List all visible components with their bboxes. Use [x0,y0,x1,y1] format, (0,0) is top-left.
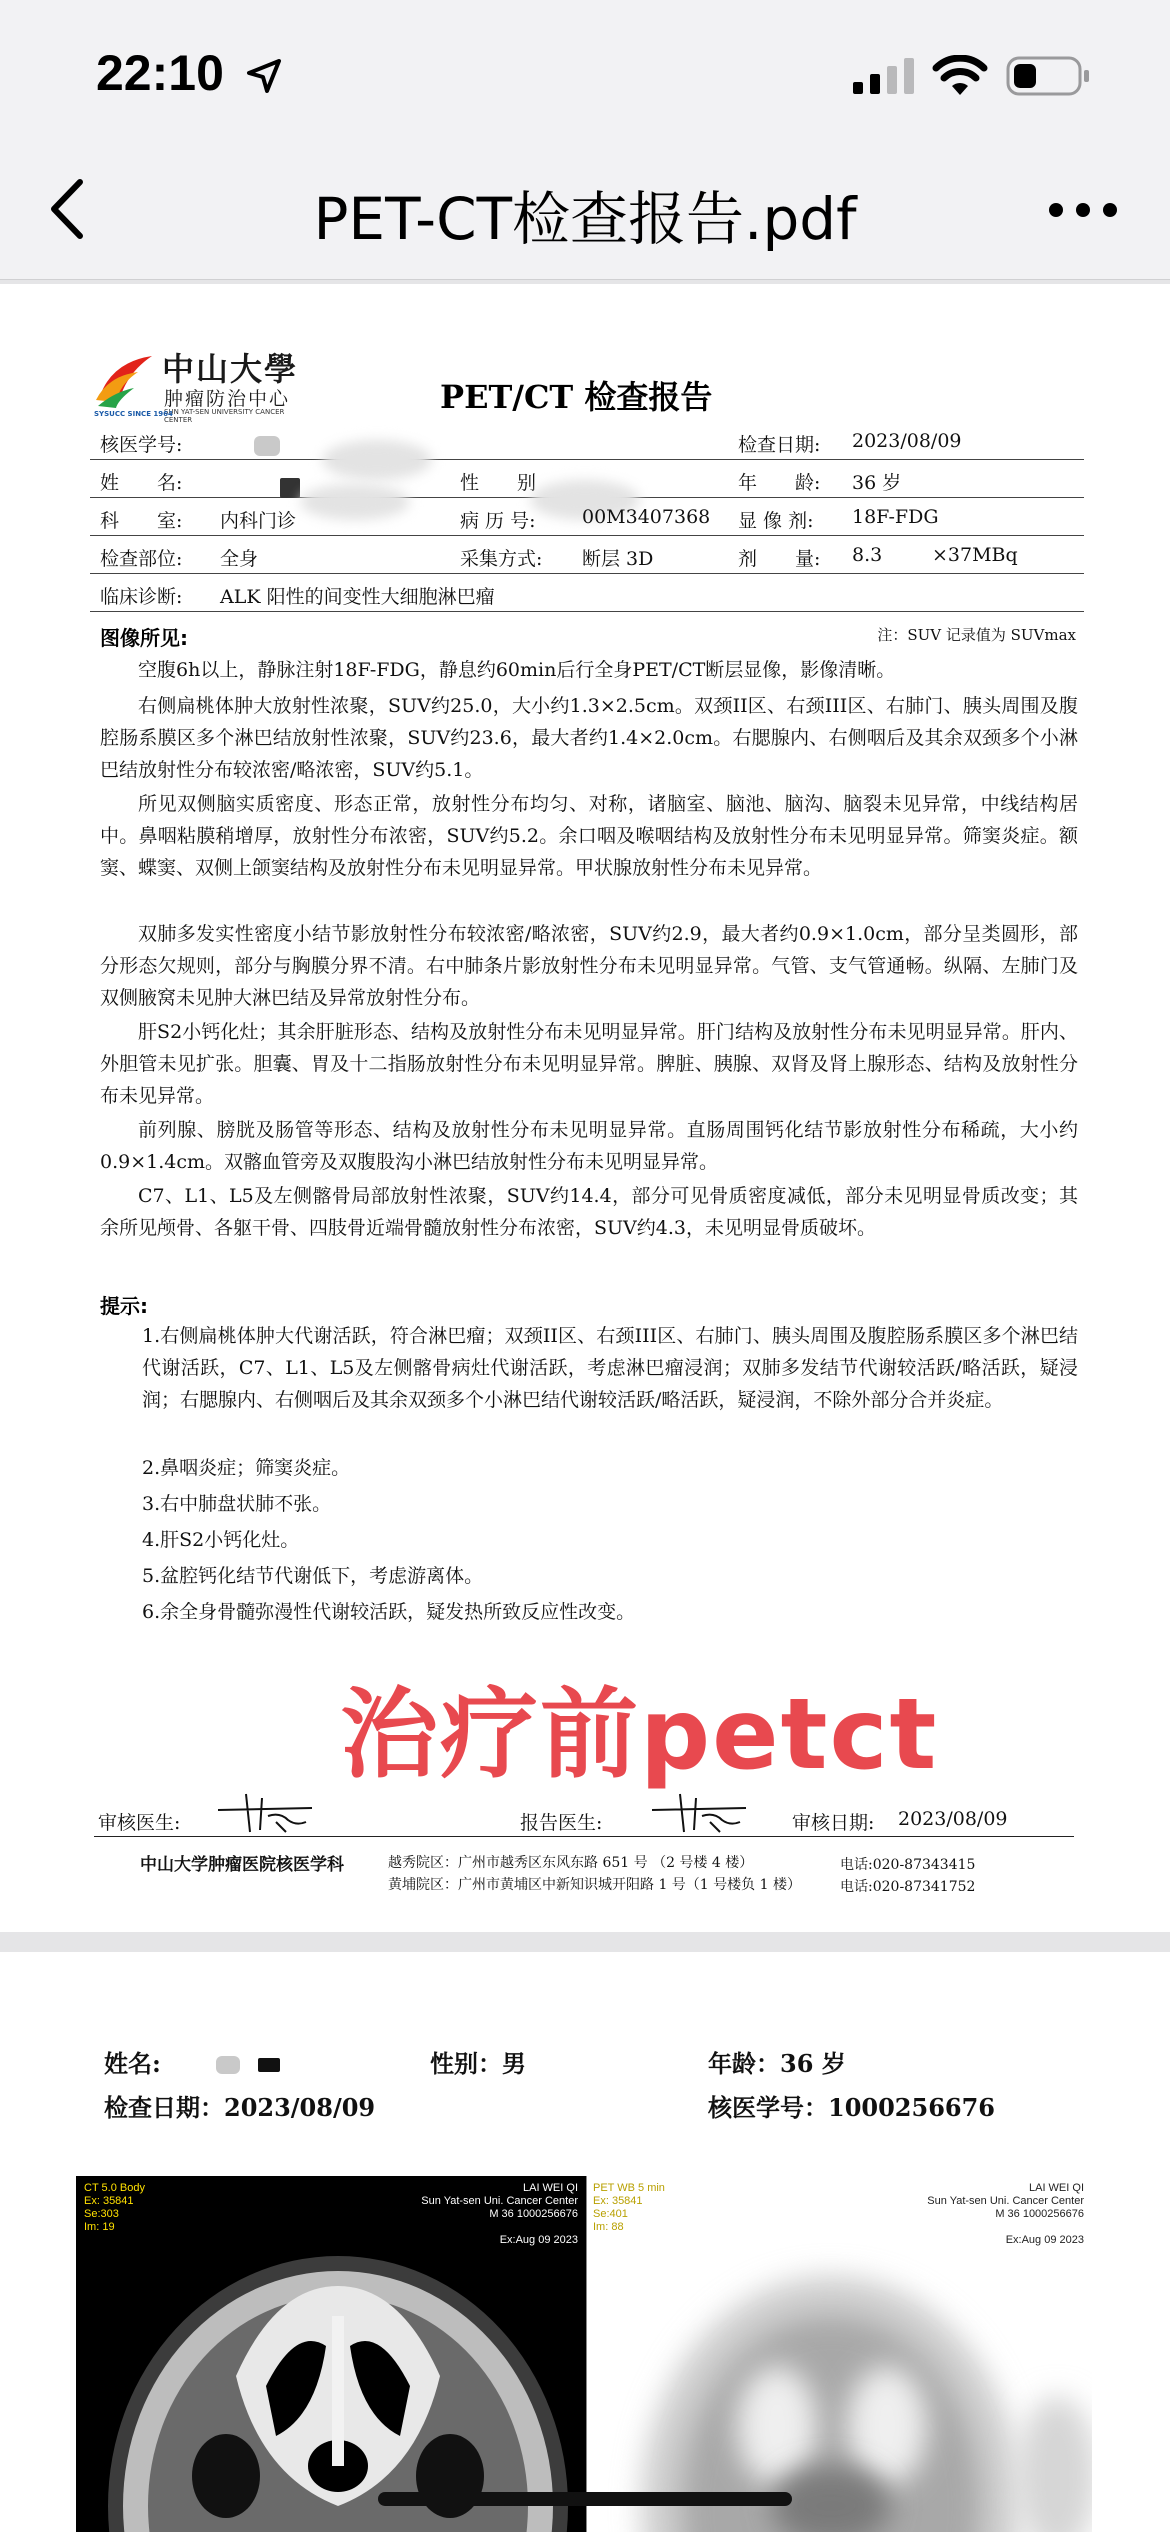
finding-paragraph: 前列腺、膀胱及肠管等形态、结构及放射性分布未见明显异常。直肠周围钙化结节影放射性分布稀疏，大小约0.9×1.4cm。双髂血管旁及双腹股沟小淋巴结放射性分布未见明显异常。 [100,1119,1078,1173]
redaction-mask [216,2056,240,2074]
exam-date-label: 检查日期: [738,434,821,456]
footer-org: 中山大学肿瘤医院核医学科 [140,1855,344,1875]
info-row-diagnosis [90,574,1084,612]
pdf-page-2[interactable] [0,1952,1170,2532]
tip-item: 1.右侧扁桃体肿大代谢活跃，符合淋巴瘤；双颈II区、右颈III区、右肺门、胰头周围及腹腔肠系膜区多个淋巴结代谢活跃，C7、L1、L5及左侧髂骨病灶代谢活跃，考虑淋巴瘤浸润；双肺多发结节代谢较活跃/略活跃，疑浸润；右腮腺内、右侧咽后及其余双颈多个小淋巴结代谢较活跃/略活跃，疑浸润，不除外部分合并炎症。 [142,1325,1078,1411]
review-date-value: 2023/08/09 [898,1808,1008,1830]
logo-sub: 肿瘤防治中心 [164,388,291,410]
id-label: 核医学号: [100,434,183,456]
battery-icon [1006,56,1090,96]
tip-item: 2.鼻咽炎症；筛窦炎症。 [142,1457,351,1479]
hospital-logo [94,342,304,422]
tip-item: 6.余全身骨髓弥漫性代谢较活跃，疑发热所致反应性改变。 [142,1601,636,1623]
nav-bar [0,150,1170,280]
dose-value: 8.3 [852,544,883,566]
nuclear-medicine-id: 核医学号：1000256676 [708,2093,995,2122]
finding-paragraph: 所见双侧脑实质密度、形态正常，放射性分布均匀、对称，诸脑室、脑池、脑沟、脑裂未见异常，中线结构居中。鼻咽粘膜稍增厚，放射性分布浓密，SUV约5.2。余口咽及喉咽结构及放射性分布未见明显异常。筛窦炎症。额窦、蝶窦、双侧上颌窦结构及放射性分布未见明显异常。甲状腺放射性分布未见异常。 [100,793,1078,879]
exam-date-value: 2023/08/09 [852,430,962,452]
exam-date: 检查日期：2023/08/09 [104,2093,376,2122]
finding-paragraph: C7、L1、L5及左侧髂骨局部放射性浓聚，SUV约14.4，部分可见骨质密度减低，部分未见明显骨质改变；其余所见颅骨、各躯干骨、四肢骨近端骨髓放射性分布浓密，SUV约4.3，未见明显骨质破坏。 [100,1185,1078,1239]
site-label: 检查部位: [100,548,183,570]
record-value: 00M3407368 [582,506,711,528]
reporter-label: 报告医生: [520,1812,603,1834]
logo-name: 中山大學 [162,350,299,388]
findings-title: 图像所见: [100,626,188,650]
info-row-site [90,536,1084,574]
pet-overlay-left: PET WB 5 min Ex: 35841 Se:401 Im: 88 [593,2182,665,2233]
status-time: 22:10 [96,45,224,101]
finding-paragraph: 肝S2小钙化灶；其余肝脏形态、结构及放射性分布未见明显异常。肝门结构及放射性分布未见明显异常。肝内、外胆管未见扩张。胆囊、胃及十二指肠放射性分布未见明显异常。脾脏、胰腺、双肾及肾上腺形态、结构及放射性分布未见异常。 [100,1021,1078,1107]
review-date-label: 审核日期: [792,1812,875,1834]
ct-overlay-left: CT 5.0 Body Ex: 35841 Se:303 Im: 19 [84,2182,145,2233]
more-options-icon[interactable] [1048,200,1118,220]
tip-item: 3.右中肺盘状肺不张。 [142,1493,332,1515]
diagnosis-label: 临床诊断: [100,586,183,608]
report-title: PET/CT 检查报告 [440,378,713,416]
info-row-id [90,422,1084,460]
age-value: 36 岁 [852,472,902,494]
tip-item: 4.肝S2小钙化灶。 [142,1529,300,1551]
nav-title: PET-CT检查报告.pdf [313,185,857,253]
tips-title: 提示: [100,1294,148,1318]
patient-age: 年龄：36 岁 [708,2049,846,2078]
patient-name-label: 姓名: [104,2049,161,2078]
handwritten-annotation: 治疗前petct [340,1678,939,1792]
footer-divider [94,1836,1074,1837]
cellular-signal-icon [853,58,915,94]
suv-note: 注：SUV 记录值为 SUVmax [877,626,1076,644]
redaction-mask [280,478,300,498]
wifi-icon [932,55,988,97]
back-chevron-icon[interactable] [44,174,94,244]
tip-item: 5.盆腔钙化结节代谢低下，考虑游离体。 [142,1565,484,1587]
mode-label: 采集方式: [460,548,543,570]
logo-since: SYSUCC SINCE 1964 [94,410,173,418]
footer-phone: 电话:020-87341752 [840,1879,976,1895]
home-indicator[interactable] [378,2492,792,2506]
name-label: 姓 名: [100,472,183,494]
finding-paragraph: 空腹6h以上，静脉注射18F-FDG，静息约60min后行全身PET/CT断层显像，影像清晰。 [138,659,896,681]
reporter-signature-icon [650,1786,750,1836]
location-arrow-icon [246,58,282,94]
reviewer-label: 审核医生: [98,1812,181,1834]
footer-address: 越秀院区：广州市越秀区东风东路 651 号 （2 号楼 4 楼） [388,1855,754,1871]
ct-image[interactable] [76,2176,586,2532]
agent-label: 显 像 剂: [738,510,814,532]
diagnosis-value: ALK 阳性的间变性大细胞淋巴瘤 [220,586,495,608]
dose-unit: ×37MBq [932,544,1018,566]
info-row-dept [90,498,1084,536]
agent-value: 18F-FDG [852,506,939,528]
dose-label: 剂 量: [738,548,821,570]
dept-value: 内科门诊 [220,510,297,532]
sex-label: 性 别 [460,472,537,494]
dept-label: 科 室: [100,510,183,532]
pdf-page-1[interactable] [0,284,1170,1932]
age-label: 年 龄: [738,472,821,494]
pet-image[interactable] [586,2176,1092,2532]
record-label: 病 历 号: [460,510,536,532]
ct-overlay-right: LAI WEI QI Sun Yat-sen Uni. Cancer Center M 36 1000256676 Ex:Aug 09 2023 [421,2182,578,2246]
sysucc-logo-icon [94,352,156,410]
logo-en: SUN YAT-SEN UNIVERSITY CANCER CENTER [164,408,285,424]
status-bar [0,0,1170,150]
pet-overlay-right: LAI WEI QI Sun Yat-sen Uni. Cancer Center M 36 1000256676 Ex:Aug 09 2023 [927,2182,1084,2246]
redaction-mask [258,2058,280,2072]
mode-value: 断层 3D [582,548,654,570]
footer-phone: 电话:020-87343415 [840,1857,976,1873]
finding-paragraph: 右侧扁桃体肿大放射性浓聚，SUV约25.0，大小约1.3×2.5cm。双颈II区、右颈III区、右肺门、胰头周围及腹腔肠系膜区多个淋巴结放射性浓聚，SUV约23.6，最大者约1.4×2.0cm。右腮腺内、右侧咽后及其余双颈多个小淋巴结放射性分布较浓密/略浓密，SUV约5.1。 [100,695,1078,781]
redaction-mask [254,436,280,456]
reviewer-signature-icon [216,1786,316,1836]
finding-paragraph: 双肺多发实性密度小结节影放射性分布较浓密/略浓密，SUV约2.9，最大者约0.9×1.0cm，部分呈类圆形，部分形态欠规则，部分与胸膜分界不清。右中肺条片影放射性分布未见明显异常。气管、支气管通畅。纵隔、左肺门及双侧腋窝未见肿大淋巴结及异常放射性分布。 [100,923,1078,1009]
site-value: 全身 [220,548,259,570]
patient-sex: 性别：男 [430,2049,526,2078]
footer-address: 黄埔院区：广州市黄埔区中新知识城开阳路 1 号（1 号楼负 1 楼） [388,1877,801,1893]
